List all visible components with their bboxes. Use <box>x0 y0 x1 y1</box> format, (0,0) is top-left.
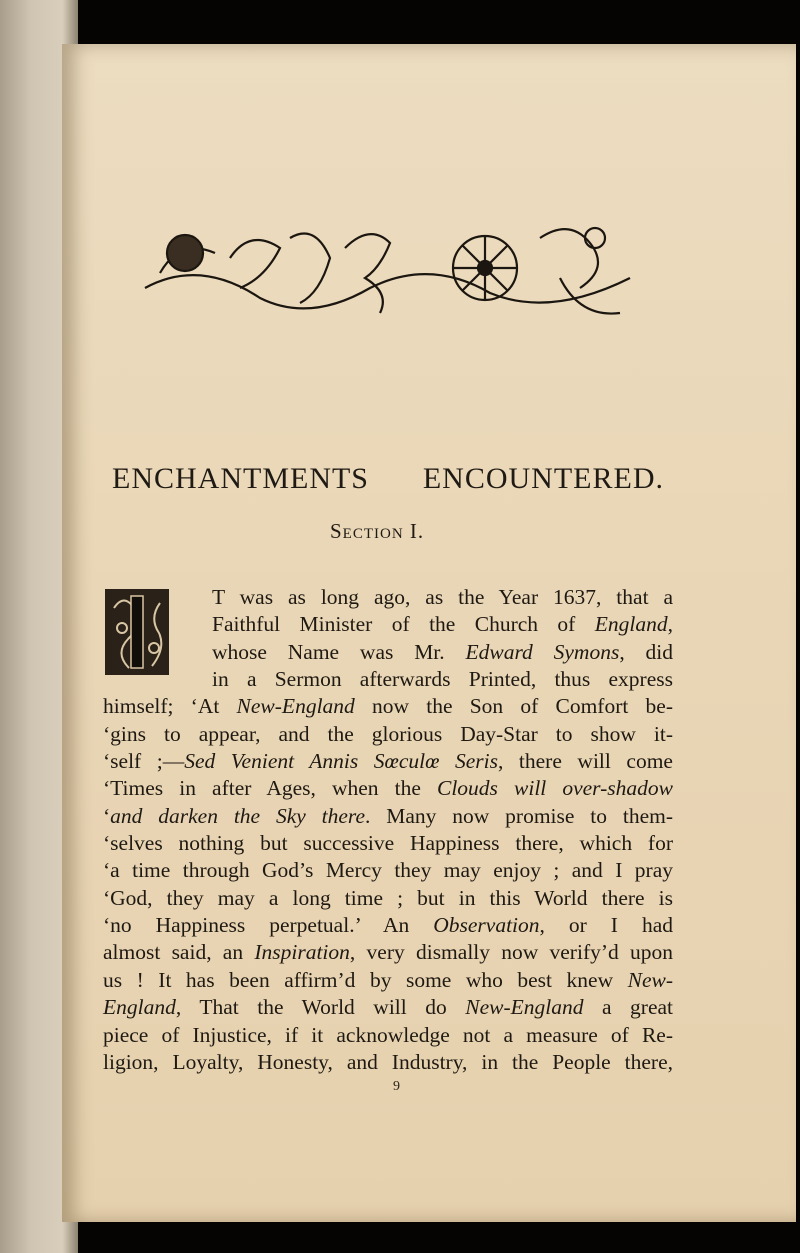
text-run: now the Son of Comfort be- <box>354 694 674 719</box>
text-line <box>103 994 673 1021</box>
text-run: Faithful Minister of the Church of <box>212 612 595 637</box>
italic-text: and darken the Sky there <box>110 803 366 828</box>
text-line <box>212 584 673 611</box>
text-line <box>103 939 673 966</box>
italic-text: Edward Symons <box>465 639 620 664</box>
text-run: , very dismally now verify’d upon <box>349 940 673 965</box>
text-line <box>103 912 673 939</box>
text-line <box>103 967 673 994</box>
italic-text: New- <box>627 967 673 992</box>
text-run: almost said, an <box>103 940 255 965</box>
text-run: ‘Times in after Ages, when the <box>103 776 437 801</box>
text-run: , did <box>619 639 673 664</box>
italic-text: Sed Venient Annis Sœculœ Seris <box>184 749 498 774</box>
text-line <box>212 666 673 693</box>
text-line <box>103 1022 673 1049</box>
text-line <box>103 748 673 775</box>
text-line <box>103 885 673 912</box>
italic-text: New-England <box>465 995 584 1020</box>
text-run: , there will come <box>498 749 673 774</box>
text-run: a great <box>583 995 673 1020</box>
text-run: piece of Injustice, if it acknowledge not a measure of Re- <box>103 1022 673 1047</box>
italic-text: England <box>594 612 668 637</box>
text-run: , That the World will do <box>175 995 466 1020</box>
italic-text: Observation <box>433 913 540 938</box>
text-run: ‘gins to appear, and the glorious Day-Star to show it- <box>103 721 673 746</box>
italic-text: Clouds will over-shadow <box>436 776 673 801</box>
text-run: himself; ‘At <box>103 694 237 719</box>
page-number: 9 <box>393 1079 400 1094</box>
section-heading: Section I. <box>330 519 425 543</box>
text-line <box>103 1049 673 1076</box>
text-line <box>212 639 673 666</box>
text-run: ligion, Loyalty, Honesty, and Industry, in the People there, <box>103 1049 673 1074</box>
text-run: T was as long ago, as the Year 1637, that a <box>212 585 673 609</box>
text-line <box>103 721 673 748</box>
text-line <box>103 830 673 857</box>
text-run: ‘selves nothing but successive Happiness there, which for <box>103 831 673 856</box>
text-run: . Many now promise to them- <box>365 803 674 828</box>
text-run: us ! It has been affirm’d by some who best knew <box>103 967 628 992</box>
text-run: , <box>667 612 673 637</box>
italic-text: England <box>103 995 176 1020</box>
italic-text: New-England <box>236 694 355 719</box>
floral-ornament-icon <box>140 218 635 326</box>
text-run: , or I had <box>539 913 673 938</box>
text-run: in a Sermon afterwards Printed, thus express <box>212 667 673 692</box>
text-run: ‘ <box>103 803 111 828</box>
text-run: ‘a time through God’s Mercy they may enjoy ; and I pray <box>103 858 673 883</box>
text-line <box>212 611 673 638</box>
text-run: ‘self ;— <box>103 749 185 774</box>
body-text <box>103 584 673 1076</box>
text-line <box>103 803 673 830</box>
text-run: ‘no Happiness perpetual.’ An <box>103 913 434 938</box>
text-run: whose Name was Mr. <box>212 639 466 664</box>
italic-text: Inspiration <box>254 940 350 965</box>
text-line <box>103 857 673 884</box>
text-line <box>103 775 673 802</box>
drop-cap-letter: I <box>135 640 139 651</box>
text-run: ‘God, they may a long time ; but in this World there is <box>103 885 673 910</box>
chapter-title: ENCHANTMENTS ENCOUNTERED. <box>112 462 664 495</box>
text-line <box>103 693 673 720</box>
